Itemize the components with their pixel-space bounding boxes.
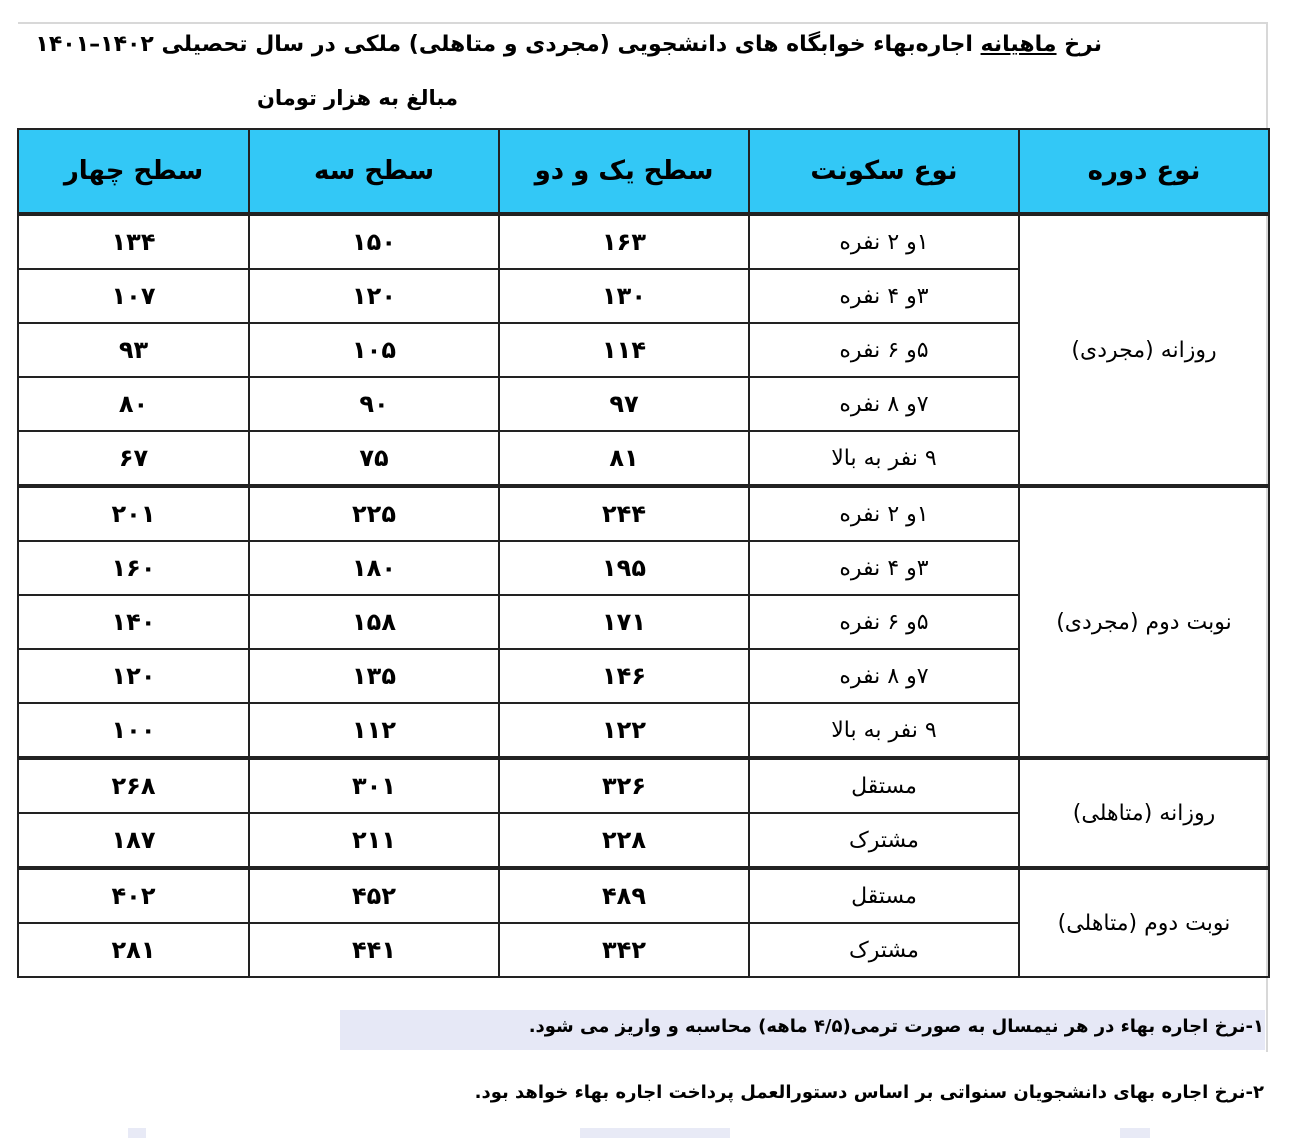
period-cell: نوبت دوم (متاهلی) (1019, 868, 1269, 977)
level-4-cell: ۹۳ (18, 323, 249, 377)
period-cell: روزانه (مجردی) (1019, 214, 1269, 486)
header-residence-type: نوع سکونت (749, 129, 1019, 214)
residence-type-cell: ۷و ۸ نفره (749, 377, 1019, 431)
title-underlined-word: ماهیانه (980, 32, 1057, 57)
header-level-1-2: سطح یک و دو (499, 129, 749, 214)
residence-type-cell: ۳و ۴ نفره (749, 269, 1019, 323)
page-title (35, 32, 1102, 57)
level-3-cell: ۲۲۵ (249, 486, 499, 541)
watermark-shape (1120, 1128, 1150, 1138)
table-row (18, 486, 1269, 541)
residence-type-cell: مستقل (749, 868, 1019, 923)
level-3-cell: ۱۱۲ (249, 703, 499, 758)
level-1-2-cell: ۱۹۵ (499, 541, 749, 595)
page-subtitle: مبالغ به هزار تومان (256, 86, 458, 110)
level-3-cell: ۲۱۱ (249, 813, 499, 868)
header-level-3: سطح سه (249, 129, 499, 214)
level-1-2-cell: ۹۷ (499, 377, 749, 431)
residence-type-cell: ۹ نفر به بالا (749, 703, 1019, 758)
footnote-1: ۱-نرخ اجاره بهاء در هر نیمسال به صورت ترمی(۴/۵ ماهه) محاسبه و واریز می شود. (528, 1016, 1264, 1037)
level-4-cell: ۶۷ (18, 431, 249, 486)
header-level-4: سطح چهار (18, 129, 249, 214)
level-4-cell: ۱۰۷ (18, 269, 249, 323)
residence-type-cell: ۱و ۲ نفره (749, 214, 1019, 269)
residence-type-cell: ۳و ۴ نفره (749, 541, 1019, 595)
level-3-cell: ۱۵۸ (249, 595, 499, 649)
level-1-2-cell: ۸۱ (499, 431, 749, 486)
level-4-cell: ۱۶۰ (18, 541, 249, 595)
level-4-cell: ۱۲۰ (18, 649, 249, 703)
table-row (18, 758, 1269, 813)
level-1-2-cell: ۱۷۱ (499, 595, 749, 649)
residence-type-cell: ۵و ۶ نفره (749, 323, 1019, 377)
period-cell: نوبت دوم (مجردی) (1019, 486, 1269, 758)
level-1-2-cell: ۲۴۴ (499, 486, 749, 541)
residence-type-cell: ۷و ۸ نفره (749, 649, 1019, 703)
level-4-cell: ۲۸۱ (18, 923, 249, 977)
page-border-top (18, 22, 1268, 24)
level-4-cell: ۴۰۲ (18, 868, 249, 923)
level-1-2-cell: ۲۲۸ (499, 813, 749, 868)
footnote-2: ۲-نرخ اجاره بهای دانشجویان سنواتی بر اساس دستورالعمل پرداخت اجاره بهاء خواهد بود. (474, 1082, 1264, 1103)
level-3-cell: ۱۳۵ (249, 649, 499, 703)
level-4-cell: ۸۰ (18, 377, 249, 431)
table-row (18, 868, 1269, 923)
table-row (18, 214, 1269, 269)
level-3-cell: ۱۰۵ (249, 323, 499, 377)
level-4-cell: ۱۰۰ (18, 703, 249, 758)
residence-type-cell: ۱و ۲ نفره (749, 486, 1019, 541)
level-3-cell: ۱۲۰ (249, 269, 499, 323)
residence-type-cell: مستقل (749, 758, 1019, 813)
level-1-2-cell: ۱۴۶ (499, 649, 749, 703)
residence-type-cell: ۹ نفر به بالا (749, 431, 1019, 486)
level-1-2-cell: ۱۱۴ (499, 323, 749, 377)
residence-type-cell: مشترک (749, 923, 1019, 977)
level-1-2-cell: ۴۸۹ (499, 868, 749, 923)
level-4-cell: ۲۰۱ (18, 486, 249, 541)
table-header-row (18, 129, 1269, 214)
level-1-2-cell: ۳۴۲ (499, 923, 749, 977)
level-3-cell: ۷۵ (249, 431, 499, 486)
level-4-cell: ۱۸۷ (18, 813, 249, 868)
level-3-cell: ۱۸۰ (249, 541, 499, 595)
level-4-cell: ۱۴۰ (18, 595, 249, 649)
rates-table (17, 128, 1270, 978)
watermark-shape (580, 1128, 730, 1138)
level-1-2-cell: ۳۲۶ (499, 758, 749, 813)
level-1-2-cell: ۱۳۰ (499, 269, 749, 323)
residence-type-cell: مشترک (749, 813, 1019, 868)
level-3-cell: ۳۰۱ (249, 758, 499, 813)
level-1-2-cell: ۱۶۳ (499, 214, 749, 269)
period-cell: روزانه (متاهلی) (1019, 758, 1269, 868)
level-4-cell: ۲۶۸ (18, 758, 249, 813)
level-3-cell: ۴۵۲ (249, 868, 499, 923)
level-1-2-cell: ۱۲۲ (499, 703, 749, 758)
level-4-cell: ۱۳۴ (18, 214, 249, 269)
level-3-cell: ۴۴۱ (249, 923, 499, 977)
level-3-cell: ۹۰ (249, 377, 499, 431)
header-period: نوع دوره (1019, 129, 1269, 214)
watermark-shape (128, 1128, 146, 1138)
residence-type-cell: ۵و ۶ نفره (749, 595, 1019, 649)
level-3-cell: ۱۵۰ (249, 214, 499, 269)
title-suffix: اجاره‌بهاء خوابگاه های دانشجویی (مجردی و متاهلی) ملکی در سال تحصیلی ۱۴۰۲–۱۴۰۱ (35, 32, 981, 57)
title-prefix: نرخ (1056, 32, 1102, 57)
